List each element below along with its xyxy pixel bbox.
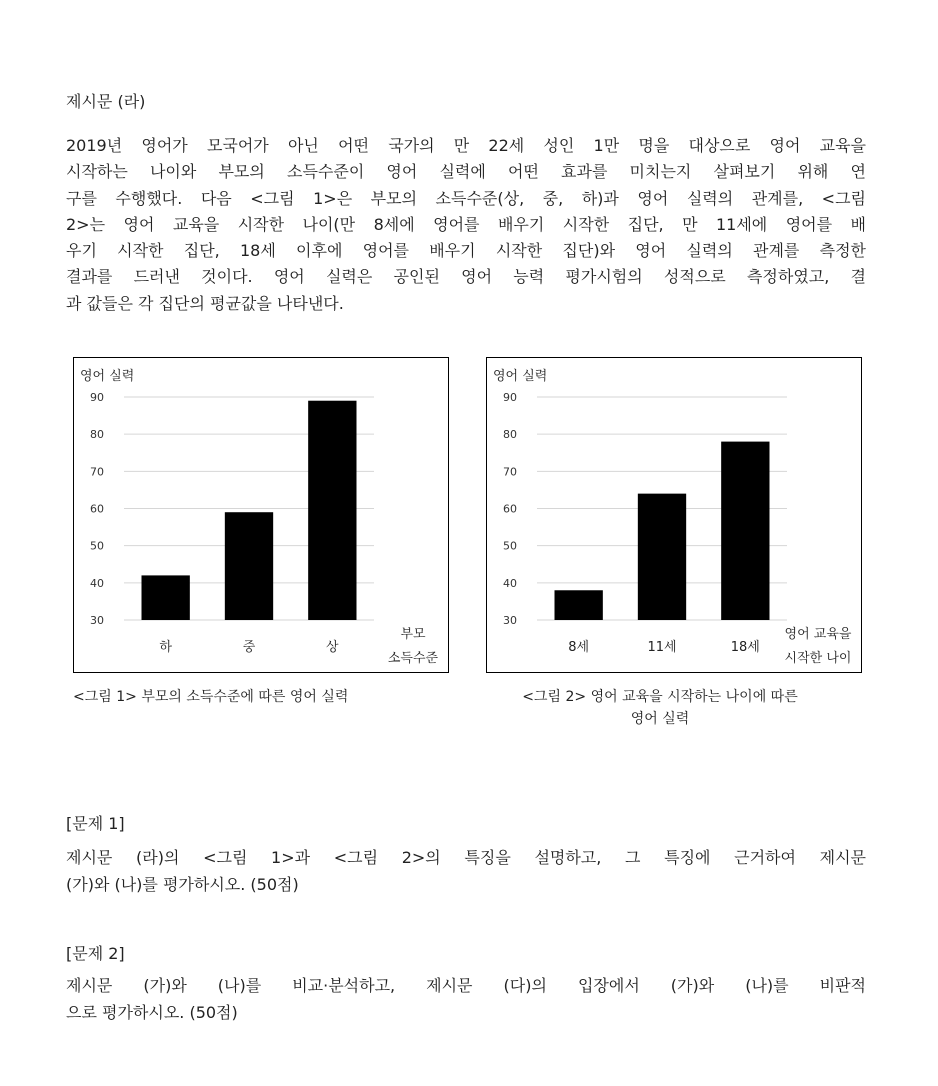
y-tick-label: 50 xyxy=(503,539,517,553)
y-tick-label: 40 xyxy=(503,576,517,590)
x-axis-label: 시작한 나이 xyxy=(784,651,852,666)
question-2-line: 제시문 (가)와 (나)를 비교·분석하고, 제시문 (다)의 입장에서 (가)와 (나)를 비판적 xyxy=(66,976,866,995)
question-2-label: [문제 2] xyxy=(66,944,125,963)
y-tick-label: 80 xyxy=(503,428,517,442)
y-axis-label: 영어 실력 xyxy=(493,369,548,384)
y-tick-label: 30 xyxy=(90,614,104,627)
bar xyxy=(225,512,273,620)
y-tick-label: 60 xyxy=(90,502,104,516)
question-1-label: [문제 1] xyxy=(66,814,125,833)
x-tick-label: 18세 xyxy=(730,640,760,655)
x-tick-label: 11세 xyxy=(647,640,677,655)
passage-line: 우기 시작한 집단, 18세 이후에 영어를 배우기 시작한 집단)와 영어 실력의 관계를 측정한 xyxy=(66,241,866,261)
figure-2-caption xyxy=(473,686,847,730)
question-1-line: (가)와 (나)를 평가하시오. (50점) xyxy=(66,875,299,894)
passage-heading: 제시문 (라) xyxy=(66,92,146,111)
y-tick-label: 90 xyxy=(90,391,104,404)
figure-1-svg xyxy=(74,358,448,672)
x-axis-label: 영어 교육을 xyxy=(784,627,852,642)
question-1-text xyxy=(66,844,866,898)
passage-line: 과 값들은 각 집단의 평균값을 나타낸다. xyxy=(66,293,344,313)
figure-2-caption-line: 영어 실력 xyxy=(630,711,690,727)
bar xyxy=(555,590,603,620)
passage-line: 2019년 영어가 모국어가 아닌 어떤 국가의 만 22세 성인 1만 명을 대상으로 영어 교육을 xyxy=(66,136,866,155)
passage-line: 결과를 드러낸 것이다. 영어 실력은 공인된 영어 능력 평가시험의 성적으로 측정하였고, 결 xyxy=(66,267,866,287)
passage-line: 시작하는 나이와 부모의 소득수준이 영어 실력에 어떤 효과를 미치는지 살펴보기 위해 연 xyxy=(66,162,866,182)
passage-line: 구를 수행했다. 다음 <그림 1>은 부모의 소득수준(상, 중, 하)과 영어 실력의 관계를, <그림 xyxy=(66,188,866,208)
y-tick-label: 60 xyxy=(503,502,517,516)
bar xyxy=(638,494,686,620)
x-tick-label: 상 xyxy=(326,640,339,655)
bar xyxy=(308,401,356,620)
question-2-line: 으로 평가하시오. (50점) xyxy=(66,1003,238,1022)
figure-2-chart xyxy=(486,357,862,673)
bar xyxy=(142,575,190,620)
y-tick-label: 90 xyxy=(503,391,517,404)
x-axis-label: 소득수준 xyxy=(387,651,439,666)
passage-text xyxy=(66,133,866,317)
passage-line: 2>는 영어 교육을 시작한 나이(만 8세에 영어를 배우기 시작한 집단, 만 11세에 영어를 배 xyxy=(66,214,866,234)
bar xyxy=(721,442,769,620)
y-tick-label: 30 xyxy=(503,614,517,627)
figure-2-svg xyxy=(487,358,861,672)
x-tick-label: 중 xyxy=(242,640,256,655)
x-tick-label: 하 xyxy=(159,640,172,655)
x-axis-label: 부모 xyxy=(400,627,426,642)
y-tick-label: 70 xyxy=(90,465,104,479)
y-tick-label: 40 xyxy=(90,576,104,590)
x-tick-label: 8세 xyxy=(568,640,590,655)
figure-2-caption-line: <그림 2> 영어 교육을 시작하는 나이에 따른 xyxy=(522,689,798,705)
figure-1-chart xyxy=(73,357,449,673)
y-tick-label: 50 xyxy=(90,539,104,553)
figure-1-caption: <그림 1> 부모의 소득수준에 따른 영어 실력 xyxy=(73,689,349,705)
question-1-line: 제시문 (라)의 <그림 1>과 <그림 2>의 특징을 설명하고, 그 특징에 근거하여 제시문 xyxy=(66,848,866,867)
y-tick-label: 70 xyxy=(503,465,517,479)
y-tick-label: 80 xyxy=(90,428,104,442)
y-axis-label: 영어 실력 xyxy=(80,369,135,384)
question-2-text xyxy=(66,972,866,1026)
